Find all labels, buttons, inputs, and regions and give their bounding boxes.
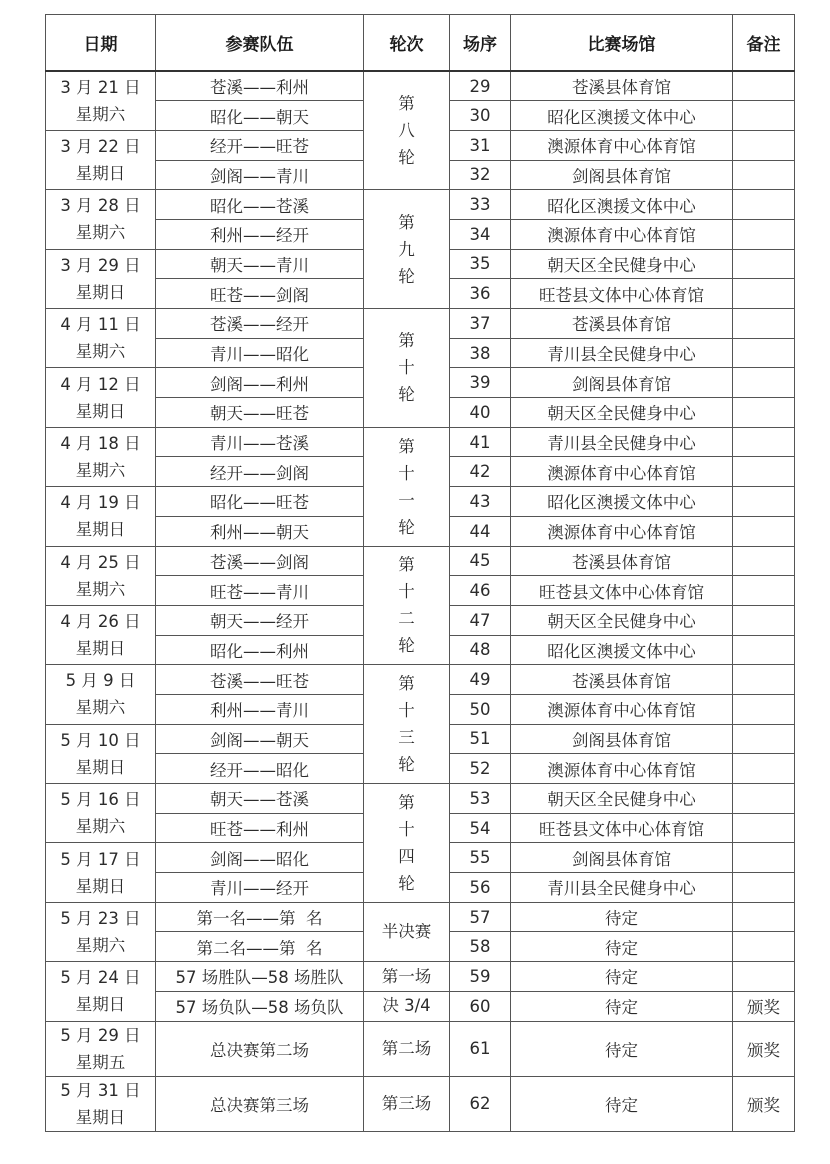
teams-cell: 57 场负队—58 场负队 <box>156 991 364 1021</box>
teams-cell: 昭化——利州 <box>156 635 364 665</box>
round-char: 轮 <box>398 873 415 893</box>
venue-cell: 朝天区全民健身中心 <box>511 249 733 279</box>
venue-cell: 朝天区全民健身中心 <box>511 605 733 635</box>
venue-cell: 澳源体育中心体育馆 <box>511 694 733 724</box>
teams-cell: 经开——旺苍 <box>156 130 364 160</box>
remark-cell <box>733 902 795 932</box>
venue-cell: 青川县全民健身中心 <box>511 873 733 903</box>
venue-cell: 待定 <box>511 902 733 932</box>
match-no-cell: 56 <box>450 873 511 903</box>
teams-cell: 第一名——第 名 <box>156 902 364 932</box>
remark-cell <box>733 665 795 695</box>
match-no-cell: 44 <box>450 516 511 546</box>
date: 5 月 9 日 <box>65 671 136 691</box>
round-char: 轮 <box>398 636 415 656</box>
date: 3 月 22 日 <box>60 137 141 157</box>
date: 4 月 19 日 <box>60 493 141 513</box>
teams-cell: 旺苍——利州 <box>156 813 364 843</box>
date-cell <box>46 427 156 486</box>
round-char: 轮 <box>398 517 415 537</box>
venue-cell: 待定 <box>511 1021 733 1076</box>
date-cell <box>46 546 156 605</box>
venue-cell: 朝天区全民健身中心 <box>511 784 733 814</box>
date-cell <box>46 249 156 308</box>
remark-cell <box>733 605 795 635</box>
round-char: 第 <box>398 212 415 232</box>
remark-cell: 颁奖 <box>733 991 795 1021</box>
weekday: 星期日 <box>75 282 126 302</box>
match-no-cell: 45 <box>450 546 511 576</box>
teams-cell: 剑阁——昭化 <box>156 843 364 873</box>
teams-cell: 朝天——经开 <box>156 605 364 635</box>
venue-cell: 旺苍县文体中心体育馆 <box>511 576 733 606</box>
teams-cell: 利州——朝天 <box>156 516 364 546</box>
date: 5 月 31 日 <box>60 1080 141 1100</box>
match-no-cell: 50 <box>450 694 511 724</box>
teams-cell: 青川——经开 <box>156 873 364 903</box>
round-char: 第 <box>398 331 415 351</box>
teams-cell: 剑阁——青川 <box>156 160 364 190</box>
remark-cell <box>733 932 795 962</box>
date: 4 月 11 日 <box>60 315 141 335</box>
venue-cell: 旺苍县文体中心体育馆 <box>511 279 733 309</box>
teams-cell: 朝天——旺苍 <box>156 398 364 428</box>
table-row <box>46 546 795 576</box>
date-cell <box>46 71 156 130</box>
round-char: 九 <box>398 239 415 259</box>
round-char: 三 <box>398 728 415 748</box>
match-no-cell: 59 <box>450 962 511 992</box>
remark-cell <box>733 516 795 546</box>
round-char: 四 <box>398 846 415 866</box>
round-char: 第 <box>398 674 415 694</box>
match-no-cell: 60 <box>450 991 511 1021</box>
venue-cell: 澳源体育中心体育馆 <box>511 754 733 784</box>
teams-cell: 利州——经开 <box>156 219 364 249</box>
date: 5 月 24 日 <box>60 968 141 988</box>
match-no-cell: 41 <box>450 427 511 457</box>
round-char: 八 <box>398 121 415 141</box>
remark-cell <box>733 130 795 160</box>
teams-cell: 利州——青川 <box>156 694 364 724</box>
schedule-table <box>45 14 795 1132</box>
match-no-cell: 62 <box>450 1076 511 1131</box>
round-char: 轮 <box>398 266 415 286</box>
weekday: 星期日 <box>75 876 126 896</box>
match-no-cell: 48 <box>450 635 511 665</box>
date: 3 月 21 日 <box>60 77 141 97</box>
date: 4 月 12 日 <box>60 374 141 394</box>
round-char: 轮 <box>398 755 415 775</box>
round-cell <box>364 427 450 546</box>
date-cell <box>46 487 156 546</box>
remark-cell <box>733 457 795 487</box>
teams-cell: 总决赛第二场 <box>156 1021 364 1076</box>
date: 5 月 17 日 <box>60 849 141 869</box>
venue-cell: 澳源体育中心体育馆 <box>511 516 733 546</box>
remark-cell <box>733 813 795 843</box>
match-no-cell: 31 <box>450 130 511 160</box>
date: 4 月 18 日 <box>60 433 141 453</box>
date-cell <box>46 724 156 783</box>
header-teams: 参赛队伍 <box>156 15 364 72</box>
teams-cell: 苍溪——利州 <box>156 71 364 101</box>
teams-cell: 昭化——旺苍 <box>156 487 364 517</box>
table-row <box>46 784 795 814</box>
weekday: 星期六 <box>75 698 126 718</box>
remark-cell <box>733 219 795 249</box>
teams-cell: 第二名——第 名 <box>156 932 364 962</box>
round-cell: 第二场 <box>364 1021 450 1076</box>
date: 5 月 29 日 <box>60 1025 141 1045</box>
match-no-cell: 54 <box>450 813 511 843</box>
round-char: 第 <box>398 555 415 575</box>
teams-cell: 昭化——苍溪 <box>156 190 364 220</box>
header-date: 日期 <box>46 15 156 72</box>
remark-cell: 颁奖 <box>733 1021 795 1076</box>
remark-cell <box>733 368 795 398</box>
weekday: 星期日 <box>75 520 126 540</box>
venue-cell: 澳源体育中心体育馆 <box>511 219 733 249</box>
venue-cell: 青川县全民健身中心 <box>511 338 733 368</box>
remark-cell <box>733 576 795 606</box>
date: 3 月 28 日 <box>60 196 141 216</box>
match-no-cell: 51 <box>450 724 511 754</box>
venue-cell: 待定 <box>511 1076 733 1131</box>
round-cell: 半决赛 <box>364 902 450 961</box>
teams-cell: 苍溪——旺苍 <box>156 665 364 695</box>
remark-cell <box>733 784 795 814</box>
date-cell <box>46 368 156 427</box>
venue-cell: 昭化区澳援文体中心 <box>511 487 733 517</box>
venue-cell: 剑阁县体育馆 <box>511 843 733 873</box>
round-char: 第 <box>398 436 415 456</box>
venue-cell: 昭化区澳援文体中心 <box>511 635 733 665</box>
venue-cell: 青川县全民健身中心 <box>511 427 733 457</box>
remark-cell <box>733 962 795 992</box>
round-cell: 第三场 <box>364 1076 450 1131</box>
date-cell <box>46 130 156 189</box>
venue-cell: 昭化区澳援文体中心 <box>511 101 733 131</box>
match-no-cell: 53 <box>450 784 511 814</box>
weekday: 星期六 <box>75 104 126 124</box>
table-row <box>46 71 795 101</box>
table-row <box>46 1021 795 1076</box>
header-match-no: 场序 <box>450 15 511 72</box>
remark-cell <box>733 249 795 279</box>
round-cell: 决 3/4 <box>364 991 450 1021</box>
remark-cell <box>733 309 795 339</box>
match-no-cell: 43 <box>450 487 511 517</box>
match-no-cell: 47 <box>450 605 511 635</box>
venue-cell: 苍溪县体育馆 <box>511 309 733 339</box>
weekday: 星期日 <box>75 757 126 777</box>
round-char: 第 <box>398 94 415 114</box>
teams-cell: 旺苍——剑阁 <box>156 279 364 309</box>
weekday: 星期日 <box>75 1107 126 1127</box>
venue-cell: 剑阁县体育馆 <box>511 724 733 754</box>
remark-cell <box>733 546 795 576</box>
match-no-cell: 39 <box>450 368 511 398</box>
date-cell <box>46 902 156 961</box>
teams-cell: 昭化——朝天 <box>156 101 364 131</box>
round-cell: 第一场 <box>364 962 450 992</box>
teams-cell: 经开——昭化 <box>156 754 364 784</box>
weekday: 星期六 <box>75 223 126 243</box>
remark-cell <box>733 160 795 190</box>
match-no-cell: 32 <box>450 160 511 190</box>
match-no-cell: 57 <box>450 902 511 932</box>
venue-cell: 昭化区澳援文体中心 <box>511 190 733 220</box>
date-cell <box>46 309 156 368</box>
table-row <box>46 427 795 457</box>
date: 5 月 16 日 <box>60 790 141 810</box>
venue-cell: 待定 <box>511 962 733 992</box>
remark-cell <box>733 724 795 754</box>
venue-cell: 澳源体育中心体育馆 <box>511 457 733 487</box>
date-cell <box>46 843 156 902</box>
round-cell <box>364 546 450 665</box>
round-char: 十 <box>398 582 415 602</box>
remark-cell <box>733 71 795 101</box>
venue-cell: 旺苍县文体中心体育馆 <box>511 813 733 843</box>
match-no-cell: 38 <box>450 338 511 368</box>
venue-cell: 苍溪县体育馆 <box>511 546 733 576</box>
round-char: 二 <box>398 609 415 629</box>
venue-cell: 苍溪县体育馆 <box>511 71 733 101</box>
round-char: 一 <box>398 490 415 510</box>
teams-cell: 总决赛第三场 <box>156 1076 364 1131</box>
round-cell <box>364 784 450 903</box>
match-no-cell: 34 <box>450 219 511 249</box>
venue-cell: 待定 <box>511 932 733 962</box>
date-cell <box>46 665 156 724</box>
venue-cell: 朝天区全民健身中心 <box>511 398 733 428</box>
teams-cell: 旺苍——青川 <box>156 576 364 606</box>
header-remark: 备注 <box>733 15 795 72</box>
remark-cell <box>733 754 795 784</box>
date-cell <box>46 605 156 664</box>
remark-cell <box>733 873 795 903</box>
table-row <box>46 962 795 992</box>
date-cell <box>46 784 156 843</box>
date-cell <box>46 190 156 249</box>
weekday: 星期日 <box>75 401 126 421</box>
match-no-cell: 55 <box>450 843 511 873</box>
round-char: 第 <box>398 792 415 812</box>
venue-cell: 剑阁县体育馆 <box>511 160 733 190</box>
match-no-cell: 35 <box>450 249 511 279</box>
table-row <box>46 665 795 695</box>
date: 5 月 23 日 <box>60 908 141 928</box>
venue-cell: 待定 <box>511 991 733 1021</box>
round-cell <box>364 665 450 784</box>
date: 4 月 25 日 <box>60 552 141 572</box>
teams-cell: 剑阁——利州 <box>156 368 364 398</box>
weekday: 星期日 <box>75 639 126 659</box>
teams-cell: 剑阁——朝天 <box>156 724 364 754</box>
match-no-cell: 49 <box>450 665 511 695</box>
teams-cell: 经开——剑阁 <box>156 457 364 487</box>
match-no-cell: 52 <box>450 754 511 784</box>
match-no-cell: 40 <box>450 398 511 428</box>
remark-cell: 颁奖 <box>733 1076 795 1131</box>
match-no-cell: 37 <box>450 309 511 339</box>
weekday: 星期六 <box>75 342 126 362</box>
teams-cell: 苍溪——经开 <box>156 309 364 339</box>
round-cell <box>364 309 450 428</box>
teams-cell: 青川——苍溪 <box>156 427 364 457</box>
weekday: 星期六 <box>75 817 126 837</box>
header-row <box>46 15 795 72</box>
round-char: 十 <box>398 358 415 378</box>
teams-cell: 57 场胜队—58 场胜队 <box>156 962 364 992</box>
header-round: 轮次 <box>364 15 450 72</box>
table-row <box>46 190 795 220</box>
round-char: 轮 <box>398 148 415 168</box>
date-cell <box>46 962 156 1021</box>
header-venue: 比赛场馆 <box>511 15 733 72</box>
remark-cell <box>733 694 795 724</box>
venue-cell: 苍溪县体育馆 <box>511 665 733 695</box>
weekday: 星期日 <box>75 995 126 1015</box>
round-char: 十 <box>398 819 415 839</box>
date: 4 月 26 日 <box>60 612 141 632</box>
remark-cell <box>733 487 795 517</box>
venue-cell: 剑阁县体育馆 <box>511 368 733 398</box>
teams-cell: 朝天——青川 <box>156 249 364 279</box>
weekday: 星期六 <box>75 935 126 955</box>
table-row <box>46 902 795 932</box>
table-row <box>46 991 795 1021</box>
date: 5 月 10 日 <box>60 730 141 750</box>
remark-cell <box>733 101 795 131</box>
teams-cell: 朝天——苍溪 <box>156 784 364 814</box>
date: 3 月 29 日 <box>60 255 141 275</box>
remark-cell <box>733 635 795 665</box>
round-char: 十 <box>398 701 415 721</box>
schedule-sheet <box>45 14 795 1132</box>
match-no-cell: 30 <box>450 101 511 131</box>
weekday: 星期六 <box>75 579 126 599</box>
remark-cell <box>733 190 795 220</box>
date-cell <box>46 1076 156 1131</box>
teams-cell: 苍溪——剑阁 <box>156 546 364 576</box>
table-row <box>46 1076 795 1131</box>
match-no-cell: 29 <box>450 71 511 101</box>
match-no-cell: 33 <box>450 190 511 220</box>
round-char: 十 <box>398 463 415 483</box>
remark-cell <box>733 427 795 457</box>
table-row <box>46 309 795 339</box>
weekday: 星期五 <box>75 1052 126 1072</box>
match-no-cell: 61 <box>450 1021 511 1076</box>
round-cell <box>364 190 450 309</box>
date-cell <box>46 1021 156 1076</box>
venue-cell: 澳源体育中心体育馆 <box>511 130 733 160</box>
remark-cell <box>733 843 795 873</box>
round-char: 轮 <box>398 385 415 405</box>
weekday: 星期六 <box>75 460 126 480</box>
teams-cell: 青川——昭化 <box>156 338 364 368</box>
match-no-cell: 36 <box>450 279 511 309</box>
remark-cell <box>733 279 795 309</box>
match-no-cell: 46 <box>450 576 511 606</box>
match-no-cell: 42 <box>450 457 511 487</box>
match-no-cell: 58 <box>450 932 511 962</box>
remark-cell <box>733 398 795 428</box>
round-cell <box>364 71 450 190</box>
remark-cell <box>733 338 795 368</box>
weekday: 星期日 <box>75 164 126 184</box>
